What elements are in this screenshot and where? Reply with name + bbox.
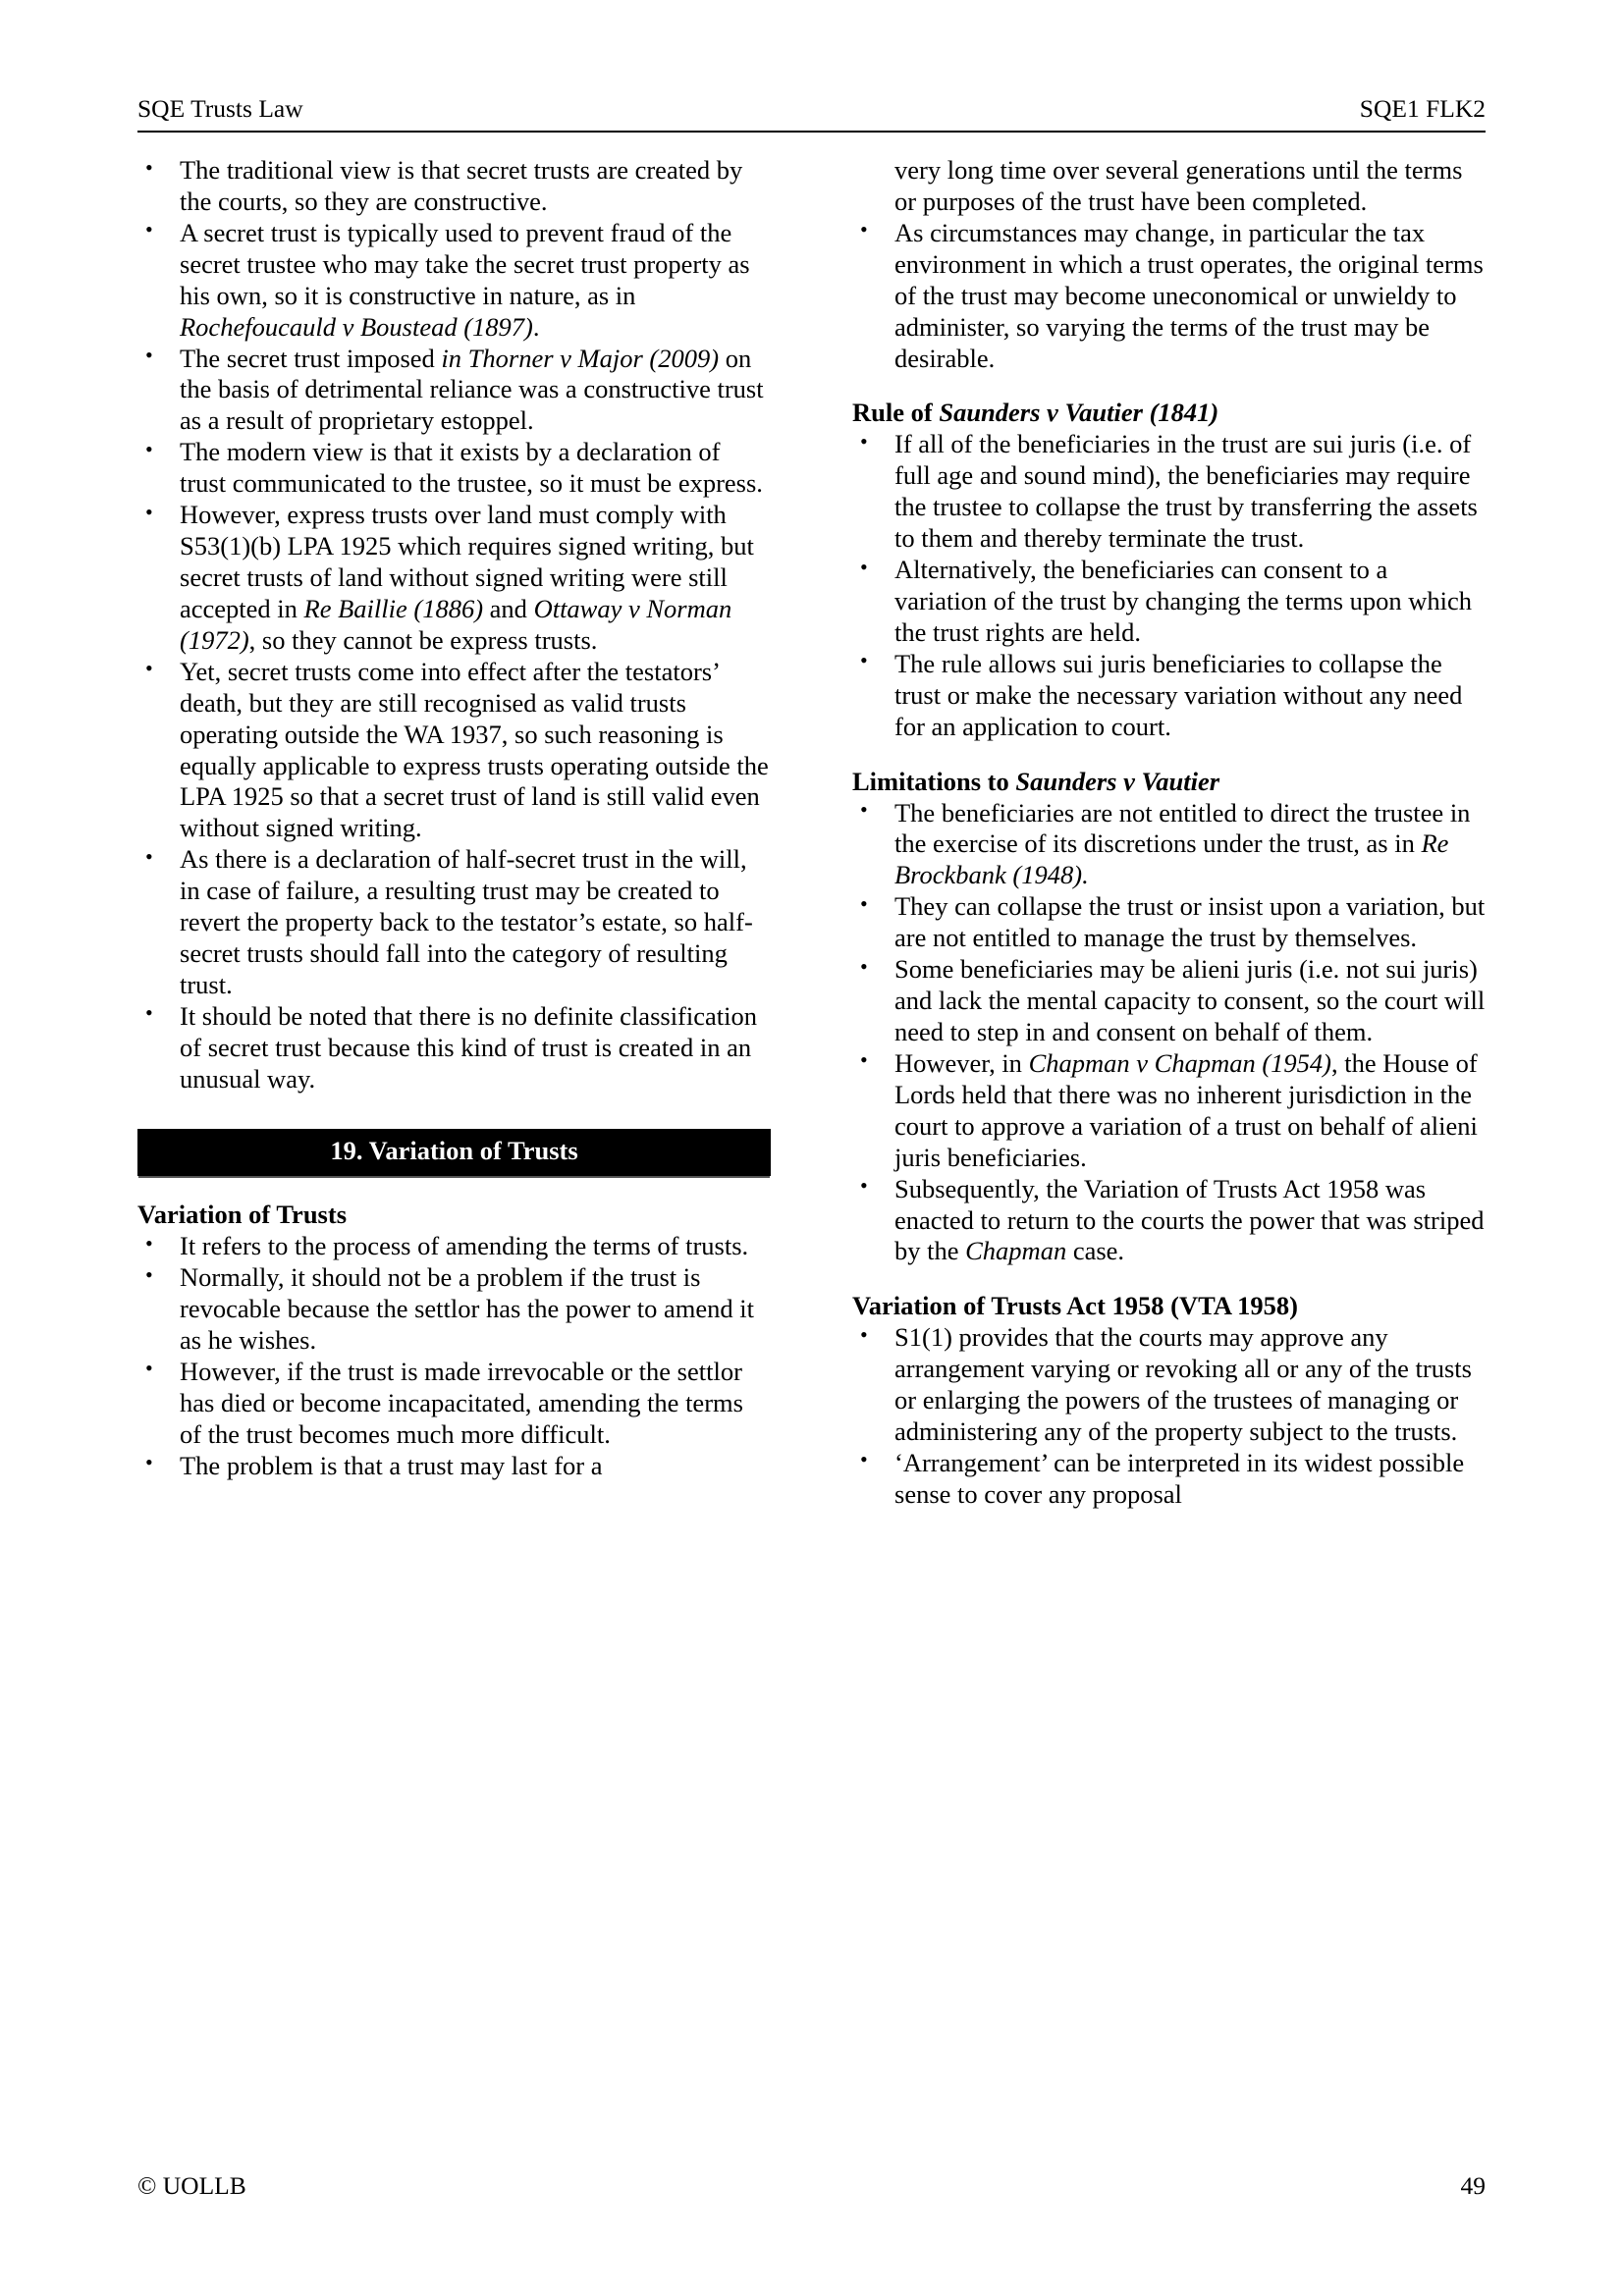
spacer [137,1176,771,1200]
body-columns [137,155,1486,2128]
subheading-variation-of-trusts: Variation of Trusts [137,1200,348,1230]
list-item: • S1(1) provides that the courts may approve any arrangement varying or revoking all or any of the trusts or enlarging the powers of the trustees of managing or administering any of the property subject to the trusts. [852,1322,1486,1448]
case-citation: Rochefoucauld v Boustead (1897) [180,311,533,342]
right-column [852,155,1486,1511]
list-item: • Yet, secret trusts come into effect after the testators’ death, but they are still recognised as valid trusts operating outside the WA 1937, so such reasoning is equally applicable to express trusts operating outside the LPA 1925 so that a secret trust of land is still valid even without signed writing. [137,657,771,845]
header-rule [137,131,1486,133]
list-item: • Normally, it should not be a problem if the trust is revocable because the settlor has the power to amend it as he wishes. [137,1262,771,1357]
list-item: • As there is a declaration of half-secret trust in the will, in case of failure, a resulting trust may be created to revert the property back to the testator’s estate, so half-secret trusts should fall into the category of resulting trust. [137,844,771,1001]
list-item: • The problem is that a trust may last for a [137,1451,771,1482]
list-item: • However, if the trust is made irrevocable or the settlor has died or become incapacitated, amending the terms of the trust becomes much more difficult. [137,1357,771,1451]
left-bullet-list-variation [137,1231,771,1481]
subheading-limitations-saunders-v-vautier [852,767,1486,798]
case-citation: Chapman v Chapman (1954) [1028,1047,1331,1078]
list-item: • They can collapse the trust or insist upon a variation, but are not entitled to manage the trust by themselves. [852,891,1486,954]
list-item: • However, express trusts over land must comply with S53(1)(b) LPA 1925 which requires signed writing, but secret trusts of land without signed writing were still accepted in Re Baillie (1886) and Ottaway v Norman (1972), so they cannot be express trusts. [137,500,771,657]
list-item: • A secret trust is typically used to prevent fraud of the secret trustee who may take the secret trust property as his own, so it is constructive in nature, as in Rochefoucauld v Boustead (1897). [137,218,771,344]
right-bullet-list-continued [852,218,1486,375]
right-bullet-list-vta [852,1322,1486,1511]
spacer [852,743,1486,767]
case-citation: Re Brockbank (1948). [894,828,1449,890]
case-citation: Ottaway v Norman (1972) [180,593,732,655]
section-banner: 19. Variation of Trusts [137,1129,771,1177]
left-bullet-list-secret-trusts [137,155,771,1095]
footer-copyright: © UOLLB [137,2171,246,2200]
list-item: • ‘Arrangement’ can be interpreted in its widest possible sense to cover any proposal [852,1448,1486,1511]
list-item: • The traditional view is that secret trusts are created by the courts, so they are constructive. [137,155,771,218]
running-head [137,94,1486,123]
spacer [852,1267,1486,1291]
heading-plain-part: Limitations to [852,766,1016,796]
list-item: • The rule allows sui juris beneficiaries to collapse the trust or make the necessary variation without any need for an application to court. [852,649,1486,743]
list-item: • It refers to the process of amending the terms of trusts. [137,1231,771,1262]
page-footer [137,2171,1486,2200]
list-item: • As circumstances may change, in particular the tax environment in which a trust operates, the original terms of the trust may become uneconomical or unwieldy to administer, so varying the terms of the trust may be desirable. [852,218,1486,375]
subheading-vta-1958: Variation of Trusts Act 1958 (VTA 1958) [852,1291,1298,1321]
list-item: • Alternatively, the beneficiaries can consent to a variation of the trust by changing the terms upon which the trust rights are held. [852,555,1486,649]
heading-italic-part: Saunders v Vautier (1841) [939,398,1219,428]
list-item: • The secret trust imposed in Thorner v Major (2009) on the basis of detrimental reliance was a constructive trust as a result of proprietary estoppel. [137,344,771,438]
spacer [137,1095,771,1129]
list-item: • The beneficiaries are not entitled to direct the trustee in the exercise of its discretions under the trust, as in Re Brockbank (1948). [852,798,1486,892]
list-item: • However, in Chapman v Chapman (1954), the House of Lords held that there was no inherent jurisdiction in the court to approve a variation of a trust on behalf of alieni juris beneficiaries. [852,1048,1486,1174]
list-item: • Subsequently, the Variation of Trusts Act 1958 was enacted to return to the courts the power that was striped by the Chapman case. [852,1174,1486,1268]
right-bullet-list-rule [852,429,1486,742]
continued-paragraph: very long time over several generations until the terms or purposes of the trust have been completed. [894,155,1463,216]
heading-plain-part: Rule of [852,398,940,428]
list-item: • The modern view is that it exists by a declaration of trust communicated to the trustee, so it must be express. [137,437,771,500]
case-citation: Re Baillie (1886) [303,593,484,623]
subheading-rule-saunders-v-vautier [852,398,1486,429]
spacer [852,374,1486,398]
running-head-right: SQE1 FLK2 [1359,94,1486,123]
case-citation: Chapman [965,1236,1067,1266]
case-citation: in Thorner v Major (2009) [441,343,720,373]
list-item: • If all of the beneficiaries in the trust are sui juris (i.e. of full age and sound mind), the beneficiaries may require the trustee to collapse the trust by transferring the assets to them and thereby terminate the trust. [852,429,1486,555]
right-bullet-list-limitations [852,798,1486,1268]
left-column [137,155,771,1481]
list-item: • Some beneficiaries may be alieni juris (i.e. not sui juris) and lack the mental capacity to consent, so the court will need to step in and consent on behalf of them. [852,954,1486,1048]
running-head-left: SQE Trusts Law [137,94,303,123]
list-item: • It should be noted that there is no definite classification of secret trust because this kind of trust is created in an unusual way. [137,1001,771,1095]
heading-italic-part: Saunders v Vautier [1015,766,1220,796]
footer-page-number: 49 [1460,2171,1486,2200]
